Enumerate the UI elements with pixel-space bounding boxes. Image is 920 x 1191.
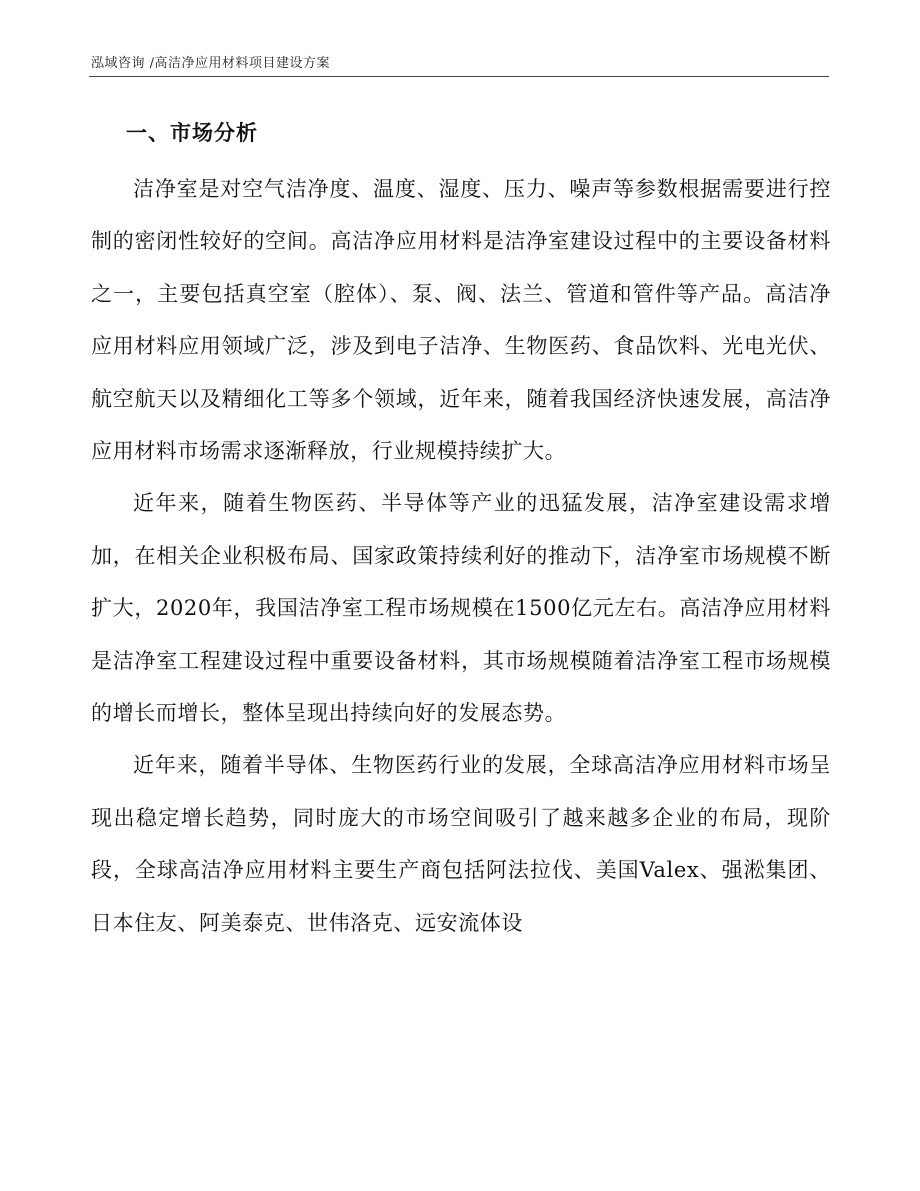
header-divider: [89, 76, 829, 77]
paragraph-2: 近年来，随着生物医药、半导体等产业的迅猛发展，洁净室建设需求增加，在相关企业积极布局、国家政策持续利好的推动下，洁净室市场规模不断扩大，2020年，我国洁净室工程市场规模在1500亿元左右。高洁净应用材料是洁净室工程建设过程中重要设备材料，其市场规模随着洁净室工程市场规模的增长而增长，整体呈现出持续向好的发展态势。: [91, 491, 831, 726]
section-heading: 一、市场分析: [126, 121, 258, 145]
paragraph-1: 洁净室是对空气洁净度、温度、湿度、压力、噪声等参数根据需要进行控制的密闭性较好的空间。高洁净应用材料是洁净室建设过程中的主要设备材料之一，主要包括真空室（腔体）、泵、阀、法兰、管道和管件等产品。高洁净应用材料应用领域广泛，涉及到电子洁净、生物医药、食品饮料、光电光伏、航空航天以及精细化工等多个领域，近年来，随着我国经济快速发展，高洁净应用材料市场需求逐渐释放，行业规模持续扩大。: [91, 177, 831, 464]
section-body: [91, 163, 831, 949]
paragraph-3: 近年来，随着半导体、生物医药行业的发展，全球高洁净应用材料市场呈现出稳定增长趋势，同时庞大的市场空间吸引了越来越多企业的布局，现阶段，全球高洁净应用材料主要生产商包括阿法拉伐、美国Valex、强淞集团、日本住友、阿美泰克、世伟洛克、远安流体设: [91, 753, 831, 935]
running-header: 泓域咨询 /高洁净应用材料项目建设方案: [91, 56, 331, 71]
